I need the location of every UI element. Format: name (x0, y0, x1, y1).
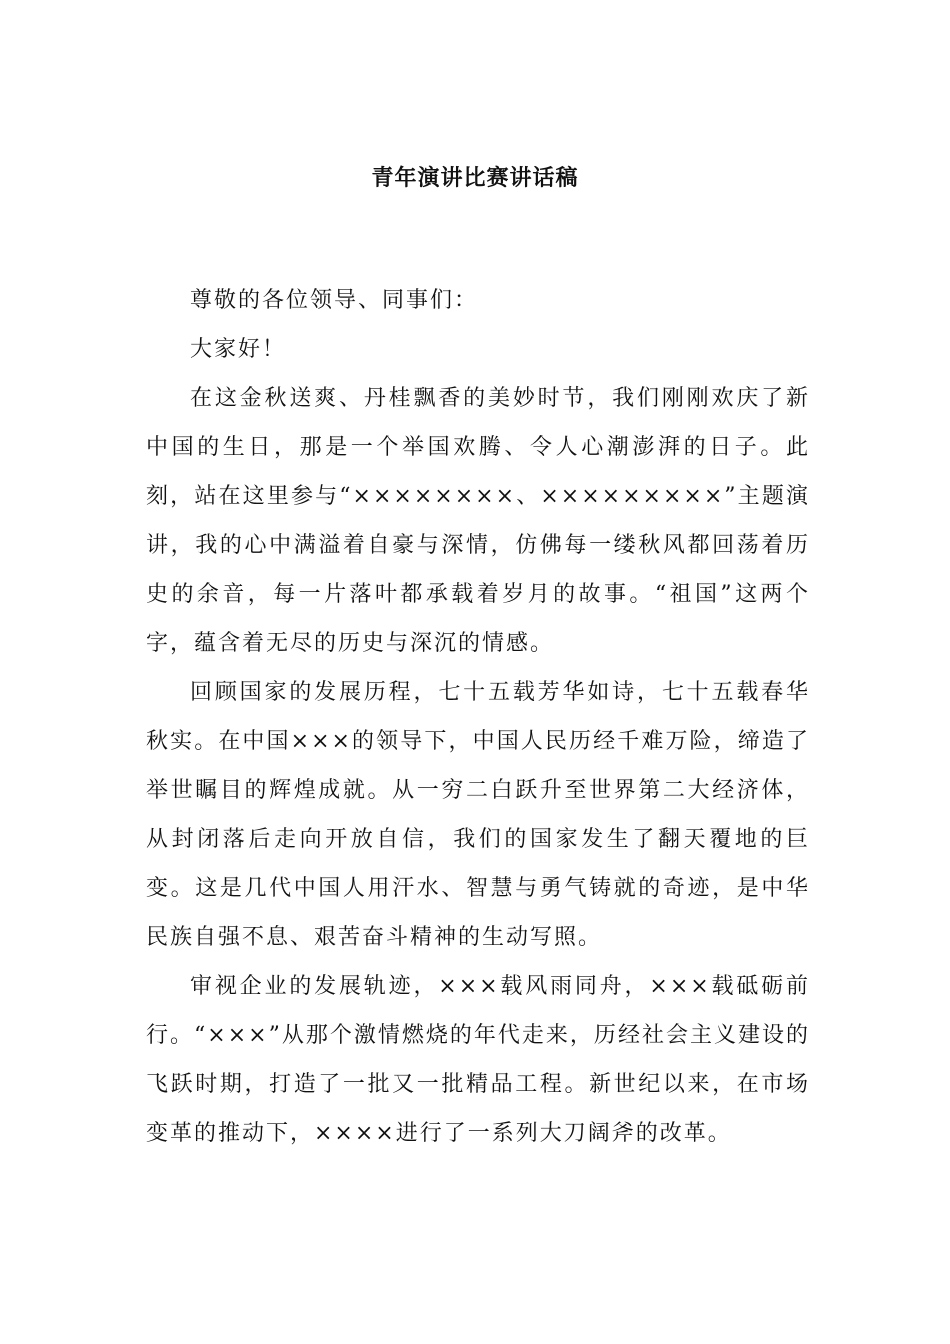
document-body (146, 276, 810, 1158)
paragraph-enterprise-history: 审视企业的发展轨迹，×××载风雨同舟，×××载砥砺前行。“×××”从那个激情燃烧的年代走来，历经社会主义建设的飞跃时期，打造了一批又一批精品工程。新世纪以来，在市场变革的推动下，××××进行了一系列大刀阔斧的改革。 (146, 974, 810, 1146)
paragraph-salutation: 尊敬的各位领导、同事们： (190, 288, 479, 313)
paragraph-greeting: 大家好！ (190, 337, 287, 362)
paragraph-opening: 在这金秋送爽、丹桂飘香的美妙时节，我们刚刚欢庆了新中国的生日，那是一个举国欢腾、令人心潮澎湃的日子。此刻，站在这里参与“××××××××、×××××××××”主题演讲，我的心中满溢着自豪与深情，仿佛每一缕秋风都回荡着历史的余音，每一片落叶都承载着岁月的故事。“祖国”这两个字，蕴含着无尽的历史与深沉的情感。 (146, 386, 810, 656)
paragraph-national-history: 回顾国家的发展历程，七十五载芳华如诗，七十五载春华秋实。在中国×××的领导下，中国人民历经千难万险，缔造了举世瞩目的辉煌成就。从一穷二白跃升至世界第二大经济体，从封闭落后走向开放自信，我们的国家发生了翻天覆地的巨变。这是几代中国人用汗水、智慧与勇气铸就的奇迹，是中华民族自强不息、艰苦奋斗精神的生动写照。 (146, 680, 810, 950)
document-title: 青年演讲比赛讲话稿 (371, 165, 579, 191)
